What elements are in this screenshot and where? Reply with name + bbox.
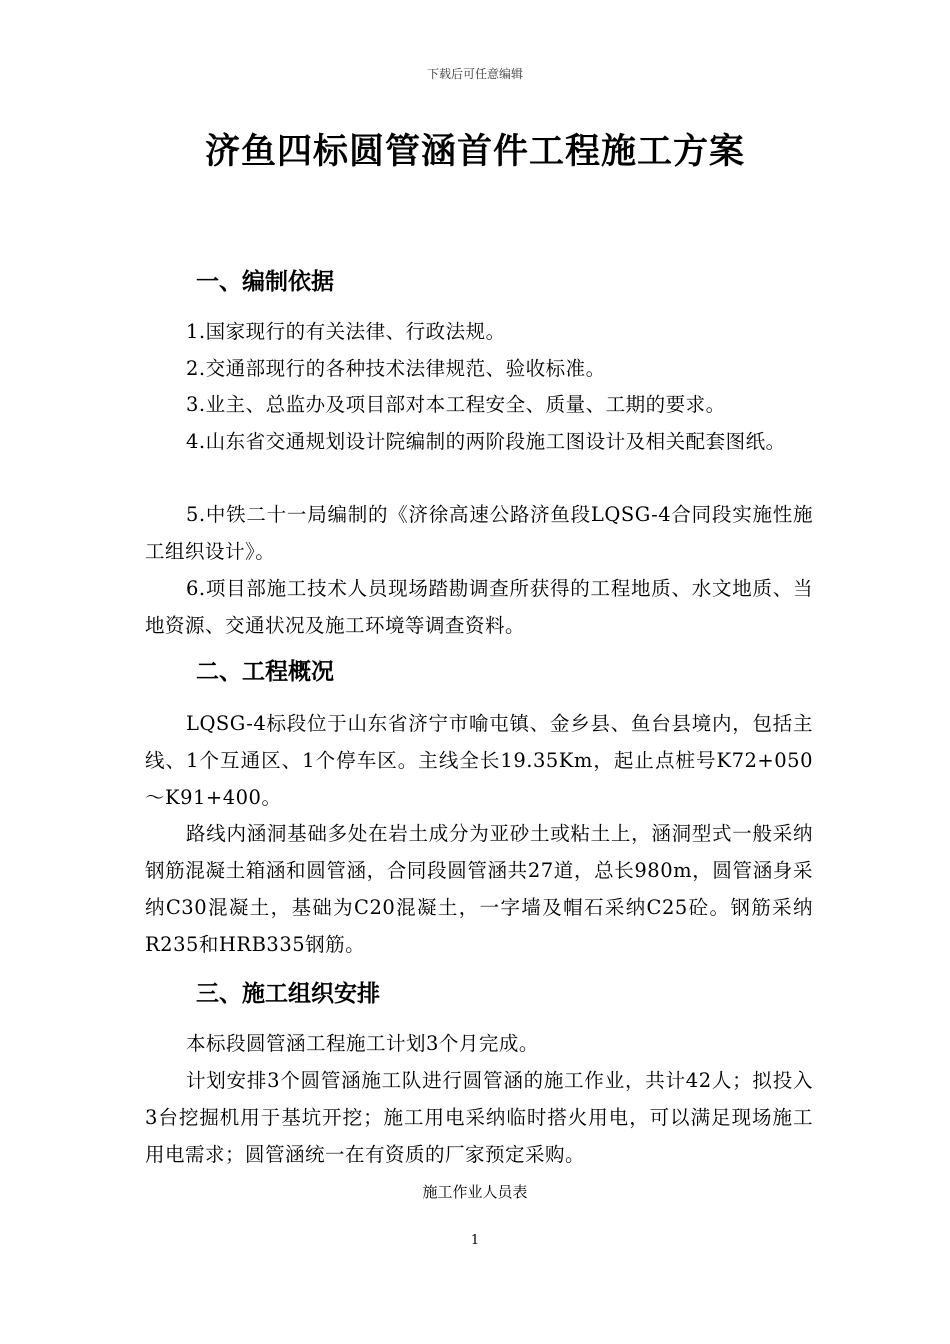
paragraph: 6.项目部施工技术人员现场踏勘调查所获得的工程地质、水文地质、当地资源、交通状况及施工环境等调查资料。 — [145, 577, 813, 637]
paragraph: LQSG-4标段位于山东省济宁市喻屯镇、金乡县、鱼台县境内，包括主线、1个互通区、1个停车区。主线全长19.35Km，起止点桩号K72+050～K91+400。 — [145, 712, 813, 809]
section-heading-basis: 一、编制依据 — [196, 269, 334, 295]
paragraph: 本标段圆管涵工程施工计划3个月完成。 — [186, 1032, 539, 1055]
paragraph: 计划安排3个圆管涵施工队进行圆管涵的施工作业，共计42人；拟投入3台挖掘机用于基坑开挖；施工用电采纳临时搭火用电，可以满足现场施工用电需求；圆管涵统一在有资质的厂家预定采购。 — [145, 1069, 813, 1166]
header-note: 下载后可任意编辑 — [426, 67, 523, 81]
paragraph: 5.中铁二十一局编制的《济徐高速公路济鱼段LQSG-4合同段实施性施工组织设计》。 — [145, 503, 813, 563]
page-number: 1 — [470, 1233, 480, 1248]
section-heading-overview: 二、工程概况 — [196, 659, 334, 685]
paragraph: 3.业主、总监办及项目部对本工程安全、质量、工期的要求。 — [186, 393, 726, 416]
paragraph: 4.山东省交通规划设计院编制的两阶段施工图设计及相关配套图纸。 — [186, 430, 786, 453]
document-title: 济鱼四标圆管涵首件工程施工方案 — [204, 132, 745, 172]
paragraph: 路线内涵洞基础多处在岩土成分为亚砂土或粘土上，涵洞型式一般采纳钢筋混凝土箱涵和圆管涵，合同段圆管涵共27道，总长980m，圆管涵身采纳C30混凝土，基础为C20混凝土，一字墙及帽石采纳C25砼。钢筋采纳R235和HRB335钢筋。 — [145, 822, 813, 956]
paragraph: 2.交通部现行的各种技术法律规范、验收标准。 — [186, 357, 606, 380]
paragraph: 1.国家现行的有关法律、行政法规。 — [186, 320, 506, 343]
table-caption: 施工作业人员表 — [422, 1183, 528, 1201]
section-heading-organization: 三、施工组织安排 — [196, 981, 380, 1007]
